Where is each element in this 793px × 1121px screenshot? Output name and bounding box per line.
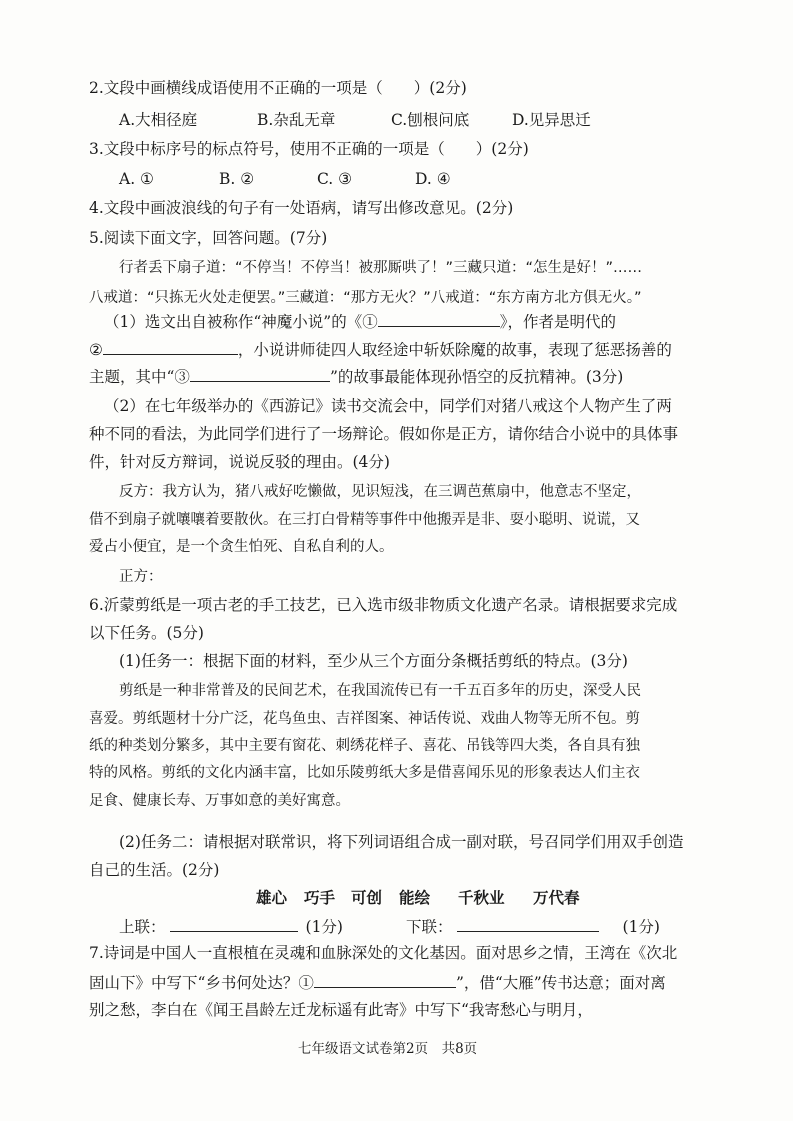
q2-option-d: D.见异思迁 <box>512 111 591 129</box>
q6-material-line: 纸的种类划分繁多，其中主要有窗花、刺绣花样子、喜花、吊钱等四大类，各自具有独 <box>89 738 640 754</box>
couplet-word: 万代春 <box>533 888 580 907</box>
q2-stem: 2.文段中画横线成语使用不正确的一项是（ ）(2分) <box>89 79 467 97</box>
q6-stem: 以下任务。(5分) <box>89 624 204 642</box>
q5-sub1-text: ② <box>89 341 103 359</box>
upper-couplet-blank[interactable] <box>170 916 298 932</box>
q6-material-line: 特的风格。剪纸的文化内涵丰富，比如乐陵剪纸大多是借喜闻乐见的形象表达人们主衣 <box>89 765 640 781</box>
couplet-word: 巧手 <box>304 888 336 907</box>
q5-sub1-text: （1）选文出自被称作“神魔小说”的《① <box>104 313 378 331</box>
q5-sub1-text: ，小说讲师徒四人取经途中斩妖除魔的故事，表现了惩恶扬善的 <box>237 341 672 359</box>
q5-sub1-line <box>89 366 623 387</box>
q5-sub2-line: 种不同的看法，为此同学们进行了一场辩论。假如你是正方，请你结合小说中的具体事 <box>89 425 679 443</box>
couplet-word: 可创 <box>351 888 383 907</box>
q7-line <box>89 972 666 993</box>
q2-option-b: B.杂乱无章 <box>257 111 336 129</box>
answer-blank-3[interactable] <box>190 366 330 382</box>
q3-option-b: B. ② <box>219 170 255 188</box>
q5-sub1-line <box>104 311 616 332</box>
q5-sub2-line: （2）在七年级举办的《西游记》读书交流会中，同学们对猪八戒这个人物产生了两 <box>104 397 672 415</box>
q5-passage-line: 八戒道：“只拣无火处走便罢。”三藏道：“那方无火？”八戒道：“东方南方北方俱无火。” <box>89 290 642 306</box>
poem-answer-blank[interactable] <box>314 972 456 988</box>
upper-couplet-score: (1分) <box>305 918 343 936</box>
q5-passage-line: 行者丢下扇子道：“不停当！不停当！被那厮哄了！”三藏只道：“怎生是好！”…… <box>119 260 643 276</box>
q6-stem: 6.沂蒙剪纸是一项古老的手工技艺，已入选市级非物质文化遗产名录。请根据要求完成 <box>89 596 678 614</box>
q6-task1: (1)任务一：根据下面的材料，至少从三个方面分条概括剪纸的特点。(3分) <box>119 652 628 670</box>
q5-opponent-line: 爱占小便宜，是一个贪生怕死、自私自利的人。 <box>89 539 394 555</box>
answer-blank-1[interactable] <box>378 311 500 327</box>
q2-option-a: A.大相径庭 <box>119 111 198 129</box>
q3-stem: 3.文段中标序号的标点符号，使用不正确的一项是（ ）(2分) <box>89 140 529 158</box>
lower-couplet-score: (1分) <box>622 918 660 936</box>
couplet-answer-line <box>406 916 660 937</box>
q6-material-line: 喜爱。剪纸题材十分广泛，花鸟鱼虫、吉祥图案、神话传说、戏曲人物等无所不包。剪 <box>89 711 640 727</box>
q5-sub1-text: ”的故事最能体现孙悟空的反抗精神。(3分) <box>329 368 624 386</box>
q2-option-c: C.刨根问底 <box>391 111 470 129</box>
couplet-answer-line <box>119 916 343 937</box>
q5-opponent-line: 借不到扇子就嚷嚷着要散伙。在三打白骨精等事件中他搬弄是非、耍小聪明、说谎，又 <box>89 512 640 528</box>
lower-couplet-label: 下联： <box>406 918 453 936</box>
answer-blank-2[interactable] <box>103 339 238 355</box>
q7-text: 固山下》中写下“乡书何处达？① <box>89 974 314 992</box>
page-footer: 七年级语文试卷第2页 共8页 <box>298 1041 478 1057</box>
couplet-word: 能绘 <box>399 888 431 907</box>
q7-text: ”，借“大雁”传书达意；面对离 <box>455 974 666 992</box>
q6-task2: (2)任务二：请根据对联常识，将下列词语组合成一副对联，号召同学们用双手创造 <box>119 833 684 851</box>
q6-material-line: 足食、健康长寿、万事如意的美好寓意。 <box>89 793 350 809</box>
q7-line: 别之愁，李白在《闻王昌龄左迁龙标遥有此寄》中写下“我寄愁心与明月， <box>89 1001 593 1019</box>
couplet-word: 千秋业 <box>458 888 505 907</box>
q5-sub1-text: 》，作者是明代的 <box>499 313 616 331</box>
q5-stem: 5.阅读下面文字，回答问题。(7分) <box>89 229 328 247</box>
q5-sub2-line: 件，针对反方辩词，说说反驳的理由。(4分) <box>89 453 390 471</box>
upper-couplet-label: 上联： <box>119 918 166 936</box>
q5-proponent-label: 正方： <box>119 569 163 585</box>
q3-option-c: C. ③ <box>317 170 353 188</box>
q3-option-d: D. ④ <box>415 170 451 188</box>
q6-task2: 自己的生活。(2分) <box>89 861 220 879</box>
q5-sub1-line <box>89 339 672 360</box>
lower-couplet-blank[interactable] <box>457 916 599 932</box>
q7-line: 7.诗词是中国人一直根植在灵魂和血脉深处的文化基因。面对思乡之情，王湾在《次北 <box>89 944 678 962</box>
q3-option-a: A. ① <box>119 170 154 188</box>
q5-sub1-text: 主题，其中“③ <box>89 368 190 386</box>
q5-opponent-line: 反方：我方认为，猪八戒好吃懒做，见识短浅，在三调芭蕉扇中，他意志不坚定， <box>119 484 641 500</box>
couplet-word: 雄心 <box>256 888 288 907</box>
q4-stem: 4.文段中画波浪线的句子有一处语病，请写出修改意见。(2分) <box>89 199 514 217</box>
q6-material-line: 剪纸是一种非常普及的民间艺术，在我国流传已有一千五百多年的历史，深受人民 <box>119 683 641 699</box>
